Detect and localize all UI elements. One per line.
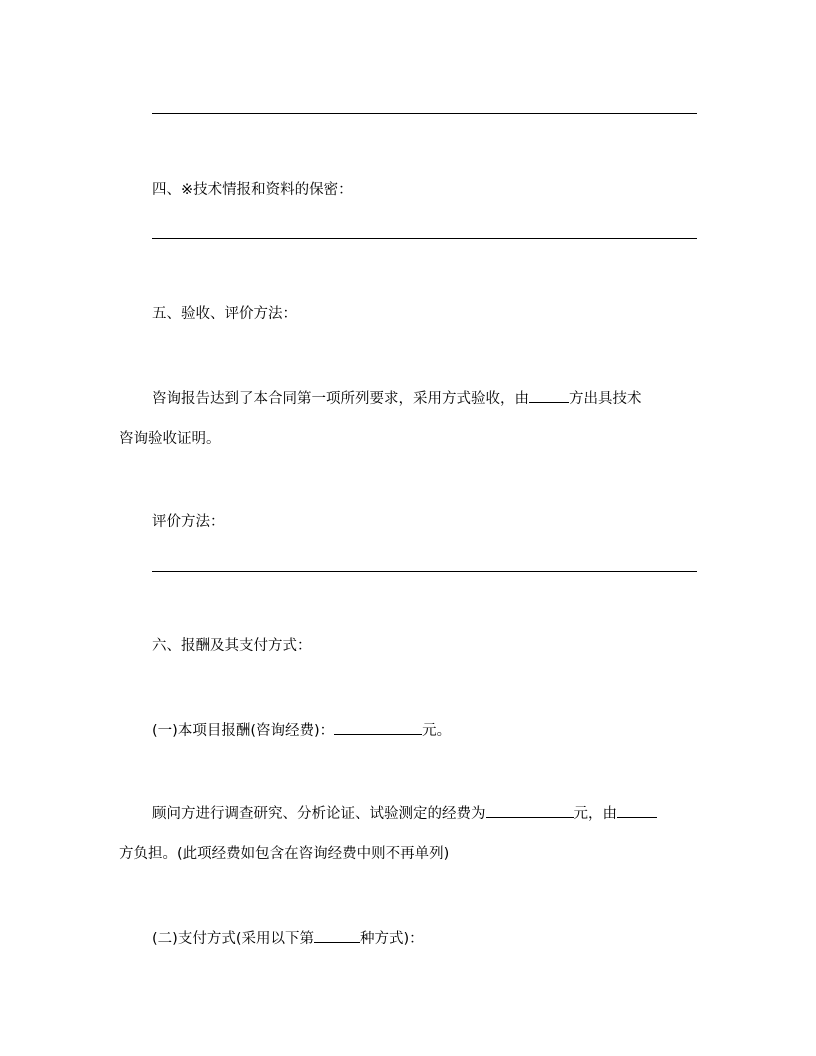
blank-option-number bbox=[314, 927, 360, 943]
fee-paragraph-line-2: 方负担。(此项经费如包含在咨询经费中则不再单列) bbox=[119, 846, 450, 862]
acceptance-paragraph-line-2: 咨询验收证明。 bbox=[119, 431, 221, 447]
fill-in-line bbox=[152, 571, 697, 572]
payment-method-text-end: 种方式)： bbox=[359, 931, 424, 947]
blank-party bbox=[617, 802, 657, 818]
currency-unit: 元。 bbox=[422, 723, 452, 739]
evaluation-method-label: 评价方法： bbox=[152, 514, 225, 530]
section-4-heading: 四、※技术情报和资料的保密： bbox=[152, 182, 353, 198]
fee-text: 顾问方进行调查研究、分析论证、试验测定的经费为 bbox=[152, 806, 486, 822]
payment-method-text: (二)支付方式(采用以下第 bbox=[152, 931, 314, 947]
fee-paragraph-line-1 bbox=[152, 802, 657, 824]
blank-fee-amount bbox=[486, 802, 574, 818]
fill-in-line bbox=[152, 113, 697, 114]
payment-method-item-2 bbox=[152, 927, 424, 949]
blank-party bbox=[529, 387, 569, 403]
section-5-heading: 五、验收、评价方法： bbox=[152, 306, 297, 322]
blank-amount bbox=[334, 719, 422, 735]
remuneration-label: (一)本项目报酬(咨询经费)： bbox=[152, 723, 335, 739]
fee-text-mid: 元，由 bbox=[573, 806, 617, 822]
section-6-heading: 六、报酬及其支付方式： bbox=[152, 638, 312, 654]
fill-in-line bbox=[152, 238, 697, 239]
remuneration-item-1 bbox=[152, 719, 451, 741]
acceptance-paragraph-line-1 bbox=[152, 387, 642, 409]
acceptance-text-end: 方出具技术 bbox=[569, 391, 642, 407]
acceptance-text: 咨询报告达到了本合同第一项所列要求，采用方式验收，由 bbox=[152, 391, 529, 407]
